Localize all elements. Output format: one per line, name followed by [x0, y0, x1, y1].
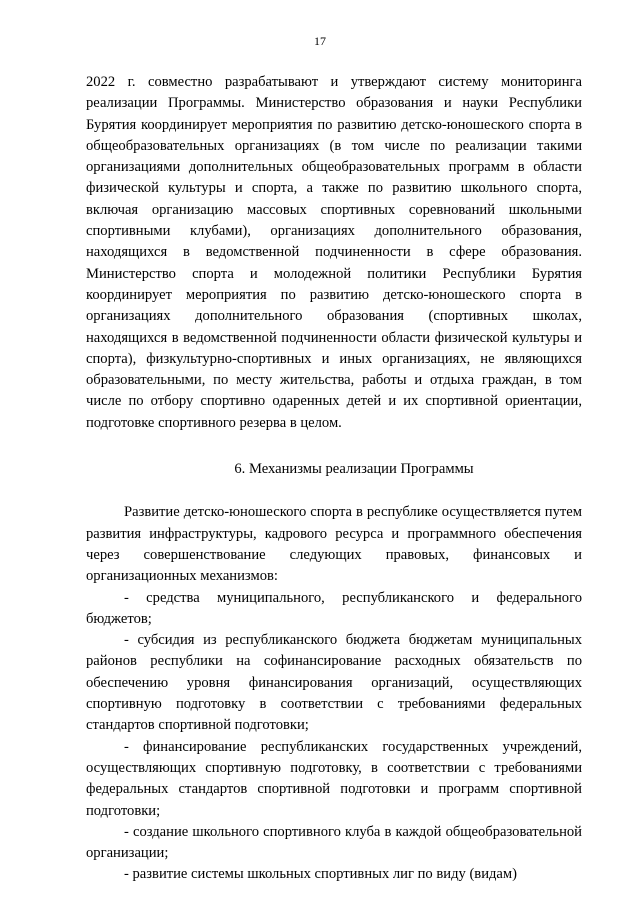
- page-number: 17: [314, 34, 326, 48]
- paragraph-intro: Развитие детско-юношеского спорта в республике осуществляется путем развития инфраструктуры, кадрового ресурса и программного обеспечения через совершенствование следующих правовых, финансовых и организационных механизмов:: [86, 504, 582, 585]
- section-title: 6. Механизмы реализации Программы: [234, 461, 474, 478]
- list-item: - развитие системы школьных спортивных лиг по виду (видам): [124, 866, 517, 883]
- list-item: - субсидия из республиканского бюджета бюджетам муниципальных районов республики на софинансирование расходных обязательств по обеспечению уровня финансирования организаций, осуществляющих спортивную подготовку в соответствии с требованиями федеральных стандартов спортивной подготовки;: [86, 632, 582, 734]
- document-body: [86, 72, 582, 886]
- paragraph-continuation: 2022 г. совместно разрабатывают и утверждают систему мониторинга реализации Программы. Министерство образования и науки Республики Бурятия координирует мероприятия по развитию детско-юношеского спорта в общеобразовательных организациях (в том числе по реализации такими организациями дополнительных общеобразовательных программ в области физической культуры и спорта, а также по развитию школьного спорта, включая организацию массовых спортивных соревнований школьными спортивными клубами), организациях дополнительного образования, находящихся в ведомственной подчиненности в сфере образования. Министерство спорта и молодежной политики Республики Бурятия координирует мероприятия по развитию детско-юношеского спорта в организациях дополнительного образования (спортивных школах, находящихся в ведомственной подчиненности области физической культуры и спорта), физкультурно-спортивных и иных организациях, не являющихся образовательными, по месту жительства, работы и отдыха граждан, в том числе по отбору спортивно одаренных детей и их спортивной ориентации, подготовке спортивного резерва в целом.: [86, 74, 582, 431]
- list-item: - создание школьного спортивного клуба в каждой общеобразовательной организации;: [86, 823, 582, 862]
- list-item: - средства муниципального, республиканского и федерального бюджетов;: [86, 589, 582, 627]
- list-item: - финансирование республиканских государственных учреждений, осуществляющих спортивную подготовку, в соответствии с требованиями федеральных стандартов спортивной подготовки и программ спортивной подготовки;: [86, 738, 582, 819]
